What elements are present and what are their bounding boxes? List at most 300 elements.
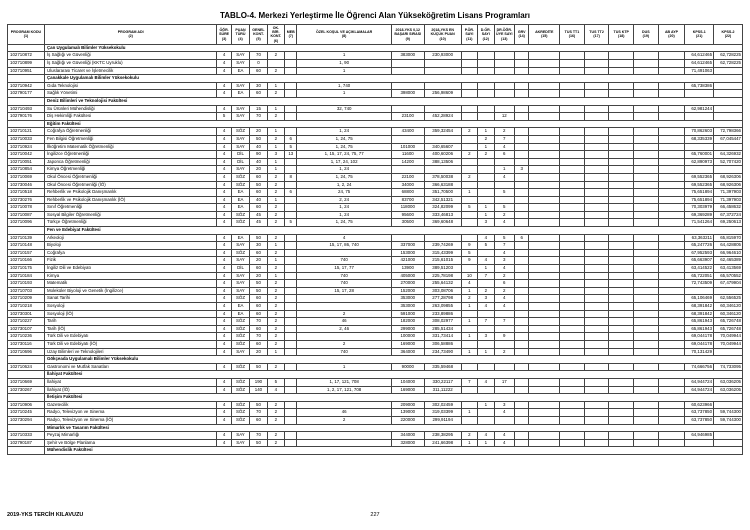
cell-school-quota: 2: [267, 135, 284, 143]
cell-program-name: Sınıf Öğretmenliği: [44, 204, 216, 212]
cell-assoc-prof-count: 1: [478, 143, 494, 151]
table-row: [8, 340, 743, 348]
cell-school-quota: 2: [267, 416, 284, 424]
cell-duration: 4: [217, 409, 231, 417]
cell-success-rank: 90000: [391, 363, 424, 371]
cell-score-type: SAY: [231, 242, 249, 250]
cell-tus-tt2: [584, 242, 609, 250]
cell-assoc-prof-count: [478, 113, 494, 121]
cell-tus-ktp: [609, 173, 634, 181]
cell-meb: [285, 166, 297, 174]
cell-kpss1: 71,491063: [685, 67, 714, 75]
cell-asst-prof-count: [494, 181, 515, 189]
cell-kpss1: 69,369289: [685, 211, 714, 219]
cell-assoc-prof-count: [478, 340, 494, 348]
cell-asst-prof-count: 4: [494, 173, 515, 181]
cell-program-code: 102730276: [8, 196, 45, 204]
cell-score-type: SAY: [231, 82, 249, 90]
cell-general-quota: 50: [250, 181, 267, 189]
cell-school-quota: 5: [267, 378, 284, 386]
cell-accredited: [529, 189, 560, 197]
cell-score-type: SAY: [231, 272, 249, 280]
cell-school-quota: 2: [267, 325, 284, 333]
cell-special-conditions: 1, 90: [297, 60, 391, 68]
footer-guide-title: 2019-YKS TERCİH KILAVUZU: [7, 512, 84, 518]
column-header-program-name: [44, 25, 216, 45]
cell-general-quota: 40: [250, 196, 267, 204]
cell-kpss2: 62,728225: [714, 52, 743, 60]
table-row: [8, 151, 743, 159]
cell-success-rank: 118000: [391, 204, 424, 212]
cell-min-score: 263,09855: [424, 303, 461, 311]
cell-accredited: [529, 303, 560, 311]
cell-assoc-prof-count: 1: [478, 439, 494, 447]
table-row: [8, 128, 743, 136]
cell-duration: 4: [217, 378, 231, 386]
cell-kpss1: 69,552365: [685, 181, 714, 189]
cell-tus-ktp: [609, 90, 634, 98]
cell-kpss2: [714, 401, 743, 409]
column-header-label: KPSS-2: [721, 30, 735, 35]
cell-special-conditions: 1: [297, 90, 391, 98]
cell-kpss2: 66,458632: [714, 204, 743, 212]
cell-special-conditions: 1, 2, 24: [297, 181, 391, 189]
cell-success-rank: 209000: [391, 401, 424, 409]
cell-tus-ktp: [609, 401, 634, 409]
cell-tus-tt1: [560, 318, 585, 326]
cell-school-quota: 2: [267, 211, 284, 219]
cell-program-name: Şehir ve Bölge Planlama: [44, 439, 216, 447]
cell-program-code: 102730046: [8, 181, 45, 189]
cell-kpss2: [714, 439, 743, 447]
cell-ab-ayp: [658, 257, 685, 265]
cell-success-rank: 169000: [391, 386, 424, 394]
cell-tus-ktp: [609, 272, 634, 280]
cell-school-quota: 1: [267, 257, 284, 265]
cell-min-score: 299,91194: [424, 416, 461, 424]
cell-general-quota: 60: [250, 295, 267, 303]
cell-score-type: SAY: [231, 280, 249, 288]
cell-asst-prof-count: 4: [494, 303, 515, 311]
cell-program-code: 102710069: [8, 173, 45, 181]
cell-duration: 4: [217, 242, 231, 250]
cell-meb: [285, 128, 297, 136]
cell-school-quota: 1: [267, 128, 284, 136]
cell-program-code: 102710703: [8, 287, 45, 295]
cell-school-quota: 2: [267, 340, 284, 348]
cell-tus-tt2: [584, 181, 609, 189]
cell-prof-count: [461, 90, 477, 98]
section-title: Gökçeada Uygulamalı Bilimler Yüksekokulu: [44, 356, 742, 364]
cell-tus-ktp: [609, 60, 634, 68]
cell-kpss2: [714, 105, 743, 113]
cell-tus-tt2: [584, 287, 609, 295]
cell-tus-ktp: [609, 325, 634, 333]
cell-program-code: 102790177: [8, 90, 45, 98]
cell-meb: 6: [285, 135, 297, 143]
cell-program-name: Peyzaj Mimarlığı: [44, 432, 216, 440]
cell-kpss2: 67,372724: [714, 211, 743, 219]
cell-program-name: Türk Dili ve Edebiyatı: [44, 333, 216, 341]
cell-dus: [634, 378, 659, 386]
cell-tus-tt2: [584, 439, 609, 447]
column-header-label: TUS KTP: [613, 30, 629, 35]
cell-asst-prof-count: [494, 363, 515, 371]
cell-general-quota: 40: [250, 158, 267, 166]
cell-accredited: [529, 416, 560, 424]
cell-program-name: Tarih: [44, 318, 216, 326]
cell-tus-tt2: [584, 363, 609, 371]
cell-meb: [285, 60, 297, 68]
cell-duration: 4: [217, 295, 231, 303]
cell-tus-tt1: [560, 135, 585, 143]
cell-asst-prof-count: 17: [494, 378, 515, 386]
cell-tus-tt1: [560, 325, 585, 333]
cell-dus: [634, 60, 659, 68]
cell-asst-prof-count: 7: [494, 242, 515, 250]
cell-program-name: Okul Öncesi Öğretmenliği (İÖ): [44, 181, 216, 189]
cell-score-type: SAY: [231, 105, 249, 113]
section-header-row: [8, 97, 743, 105]
cell-score-type: EA: [231, 234, 249, 242]
cell-kpss1: 70,303979: [685, 204, 714, 212]
table-row: [8, 348, 743, 356]
cell-kpss2: 68,926306: [714, 173, 743, 181]
cell-success-rank: 139000: [391, 409, 424, 417]
cell-tus-tt2: [584, 173, 609, 181]
cell-tus-tt1: [560, 143, 585, 151]
cell-min-score: [424, 105, 461, 113]
cell-meb: [285, 363, 297, 371]
cell-assoc-prof-count: [478, 173, 494, 181]
table-row: [8, 287, 743, 295]
cell-tus-tt1: [560, 310, 585, 318]
cell-meb: [285, 295, 297, 303]
cell-duration: 4: [217, 196, 231, 204]
cell-prof-count: 1: [461, 303, 477, 311]
cell-school-quota: 2: [267, 439, 284, 447]
cell-special-conditions: [297, 295, 391, 303]
cell-school-quota: 1: [267, 242, 284, 250]
cell-min-score: 241,66398: [424, 439, 461, 447]
cell-tus-ktp: [609, 204, 634, 212]
cell-ab-ayp: [658, 113, 685, 121]
cell-tus-ktp: [609, 318, 634, 326]
cell-school-quota: 1: [267, 143, 284, 151]
cell-tus-ktp: [609, 439, 634, 447]
column-header-program-code: [8, 25, 45, 45]
cell-school-quota: 2: [267, 52, 284, 60]
cell-prof-count: 2: [461, 128, 477, 136]
table-row: [8, 416, 743, 424]
cell-special-conditions: [297, 113, 391, 121]
cell-ab-ayp: [658, 143, 685, 151]
cell-program-code: 102730116: [8, 340, 45, 348]
cell-accredited: [529, 287, 560, 295]
cell-program-code: 102710087: [8, 211, 45, 219]
cell-min-score: 330,22117: [424, 378, 461, 386]
cell-school-quota: 2: [267, 90, 284, 98]
cell-tus-tt1: [560, 166, 585, 174]
cell-meb: [285, 158, 297, 166]
section-header-row: [8, 227, 743, 235]
cell-dus: [634, 249, 659, 257]
cell-ab-ayp: [658, 173, 685, 181]
cell-kpss2: 68,926306: [714, 181, 743, 189]
cell-special-conditions: 4: [297, 234, 391, 242]
column-header-number: (21): [696, 34, 703, 39]
column-header-label: KPSS-1: [692, 30, 706, 35]
cell-tus-ktp: [609, 295, 634, 303]
table-row: [8, 363, 743, 371]
cell-tus-tt1: [560, 295, 585, 303]
cell-program-code: 102710175: [8, 265, 45, 273]
cell-general-quota: 50: [250, 234, 267, 242]
cell-success-rank: 270000: [391, 280, 424, 288]
cell-accredited: [529, 128, 560, 136]
cell-general-quota: 20: [250, 166, 267, 174]
cell-program-name: Gastronomi ve Mutfak Sanatları: [44, 363, 216, 371]
table-row: [8, 52, 743, 60]
cell-dus: [634, 280, 659, 288]
column-header-number: (5): [256, 36, 261, 41]
cell-dus: [634, 348, 659, 356]
cell-school-quota: 2: [267, 295, 284, 303]
page-title: TABLO-4. Merkezi Yerleştirme İle Öğrenci Alan Yükseköğretim Lisans Programları: [219, 11, 531, 20]
cell-duration: 4: [217, 303, 231, 311]
cell-dus: [634, 295, 659, 303]
cell-asst-prof-count: 1: [494, 166, 515, 174]
section-title: Mimarlık ve Tasarım Fakültesi: [44, 424, 742, 432]
cell-min-score: 359,32454: [424, 128, 461, 136]
cell-meb: [285, 196, 297, 204]
cell-general-quota: 60: [250, 325, 267, 333]
cell-tus-tt1: [560, 181, 585, 189]
cell-program-code: 102710854: [8, 166, 45, 174]
cell-special-conditions: 46: [297, 318, 391, 326]
cell-tus-tt2: [584, 128, 609, 136]
cell-special-conditions: 2, 24: [297, 196, 391, 204]
cell-assoc-prof-count: 2: [478, 135, 494, 143]
cell-asst-prof-count: 6: [494, 280, 515, 288]
table-row: [8, 189, 743, 197]
cell-general-quota: 60: [250, 340, 267, 348]
cell-program-code: 102710696: [8, 348, 45, 356]
cell-success-rank: 328000: [391, 439, 424, 447]
cell-meb: [285, 90, 297, 98]
table-row: [8, 310, 743, 318]
cell-success-rank: 22100: [391, 173, 424, 181]
cell-prof-count: 7: [461, 378, 477, 386]
cell-dus: [634, 135, 659, 143]
cell-duration: 4: [217, 204, 231, 212]
cell-special-conditions: 15, 17, 86, 740: [297, 242, 391, 250]
cell-ab-ayp: [658, 280, 685, 288]
cell-assoc-prof-count: 7: [478, 272, 494, 280]
cell-success-rank: 364000: [391, 348, 424, 356]
cell-dus: [634, 303, 659, 311]
cell-special-conditions: [297, 303, 391, 311]
cell-ab-ayp: [658, 265, 685, 273]
cell-general-quota: 15: [250, 105, 267, 113]
cell-ab-ayp: [658, 151, 685, 159]
cell-prof-count: 2: [461, 295, 477, 303]
cell-prof-count: 1: [461, 409, 477, 417]
cell-school-quota: 2: [267, 189, 284, 197]
cell-ab-ayp: [658, 318, 685, 326]
cell-dus: [634, 265, 659, 273]
cell-score-type: SAY: [231, 432, 249, 440]
table-row: [8, 265, 743, 273]
cell-program-name: Uluslararası Ticaret ve İşletmecilik: [44, 67, 216, 75]
table-body: [8, 44, 743, 454]
cell-success-rank: 104000: [391, 378, 424, 386]
cell-ab-ayp: [658, 386, 685, 394]
cell-ab-ayp: [658, 416, 685, 424]
cell-prof-count: 5: [461, 204, 477, 212]
cell-duration: 4: [217, 272, 231, 280]
cell-accredited: [529, 113, 560, 121]
cell-accredited: [529, 52, 560, 60]
cell-prof-count: 1: [461, 439, 477, 447]
column-header-prof-count: [461, 25, 477, 45]
cell-accredited: [529, 340, 560, 348]
cell-score-type: SÖZ: [231, 295, 249, 303]
table-row: [8, 143, 743, 151]
cell-tus-tt1: [560, 173, 585, 181]
cell-tus-ktp: [609, 409, 634, 417]
cell-program-name: Radyo, Televizyon ve Sinema: [44, 409, 216, 417]
cell-kpss2: [714, 287, 743, 295]
cell-assoc-prof-count: [478, 416, 494, 424]
cell-ab-ayp: [658, 401, 685, 409]
column-header-grv: [515, 25, 529, 45]
section-code-cell: [8, 75, 45, 83]
cell-tus-ktp: [609, 105, 634, 113]
cell-kpss1: [685, 113, 714, 121]
table-row: [8, 196, 743, 204]
cell-asst-prof-count: 5: [494, 204, 515, 212]
cell-grv: [515, 318, 529, 326]
cell-min-score: 400,60206: [424, 151, 461, 159]
cell-assoc-prof-count: 4: [478, 432, 494, 440]
cell-ab-ayp: [658, 204, 685, 212]
cell-asst-prof-count: [494, 340, 515, 348]
cell-tus-ktp: [609, 135, 634, 143]
cell-tus-tt1: [560, 303, 585, 311]
cell-tus-tt1: [560, 386, 585, 394]
cell-kpss1: 64,944724: [685, 386, 714, 394]
cell-kpss1: 70,862603: [685, 128, 714, 136]
cell-asst-prof-count: 4: [494, 143, 515, 151]
cell-program-code: 102730267: [8, 386, 45, 394]
column-header-number: (16): [568, 34, 576, 39]
cell-kpss1: 65,738386: [685, 82, 714, 90]
cell-min-score: 277,28798: [424, 295, 461, 303]
cell-assoc-prof-count: [478, 363, 494, 371]
cell-ab-ayp: [658, 272, 685, 280]
cell-accredited: [529, 363, 560, 371]
cell-special-conditions: [297, 333, 391, 341]
cell-tus-tt1: [560, 249, 585, 257]
cell-kpss2: [714, 143, 743, 151]
cell-duration: 4: [217, 128, 231, 136]
cell-program-name: Sağlık Yönetimi: [44, 90, 216, 98]
cell-min-score: [424, 135, 461, 143]
cell-accredited: [529, 409, 560, 417]
cell-tus-tt2: [584, 82, 609, 90]
cell-asst-prof-count: [494, 82, 515, 90]
cell-score-type: SÖZ: [231, 181, 249, 189]
cell-ab-ayp: [658, 287, 685, 295]
table-row: [8, 135, 743, 143]
cell-tus-ktp: [609, 416, 634, 424]
cell-prof-count: [461, 325, 477, 333]
cell-program-code: 102710051: [8, 158, 45, 166]
cell-program-code: 102790176: [8, 113, 45, 121]
cell-assoc-prof-count: [478, 249, 494, 257]
cell-min-score: [424, 166, 461, 174]
cell-tus-ktp: [609, 181, 634, 189]
cell-score-type: SÖZ: [231, 173, 249, 181]
cell-grv: [515, 242, 529, 250]
cell-school-quota: 1: [267, 348, 284, 356]
cell-assoc-prof-count: [478, 409, 494, 417]
cell-tus-tt1: [560, 82, 585, 90]
table-row: [8, 295, 743, 303]
column-header-number: (10): [439, 36, 446, 41]
cell-tus-tt2: [584, 257, 609, 265]
cell-duration: 4: [217, 416, 231, 424]
cell-tus-tt1: [560, 234, 585, 242]
column-header-number: (2): [128, 34, 133, 39]
cell-prof-count: 4: [461, 280, 477, 288]
cell-program-name: Türkçe Öğretmenliği: [44, 219, 216, 227]
cell-asst-prof-count: 7: [494, 135, 515, 143]
cell-meb: [285, 333, 297, 341]
cell-kpss1: 63,363211: [685, 234, 714, 242]
cell-success-rank: 591000: [391, 310, 424, 318]
cell-dus: [634, 219, 659, 227]
cell-asst-prof-count: 2: [494, 128, 515, 136]
cell-tus-tt2: [584, 151, 609, 159]
cell-tus-ktp: [609, 234, 634, 242]
cell-accredited: [529, 196, 560, 204]
cell-program-code: 102730301: [8, 310, 45, 318]
cell-kpss2: 60,346120: [714, 303, 743, 311]
section-title: Çanakkale Uygulamalı Bilimler Yüksekokulu: [44, 75, 742, 83]
cell-grv: [515, 151, 529, 159]
cell-asst-prof-count: 2: [494, 272, 515, 280]
cell-asst-prof-count: 12: [494, 113, 515, 121]
cell-accredited: [529, 432, 560, 440]
cell-score-type: SÖZ: [231, 386, 249, 394]
cell-grv: [515, 249, 529, 257]
cell-min-score: [424, 234, 461, 242]
cell-school-quota: 2: [267, 113, 284, 121]
cell-grv: [515, 386, 529, 394]
cell-ab-ayp: [658, 67, 685, 75]
cell-kpss1: 68,335339: [685, 135, 714, 143]
section-code-cell: [8, 394, 45, 402]
cell-program-name: Biyoloji: [44, 242, 216, 250]
cell-ab-ayp: [658, 432, 685, 440]
cell-tus-tt1: [560, 333, 585, 341]
cell-program-code: 102710078: [8, 204, 45, 212]
cell-ab-ayp: [658, 310, 685, 318]
cell-min-score: 225,78198: [424, 272, 461, 280]
cell-accredited: [529, 378, 560, 386]
